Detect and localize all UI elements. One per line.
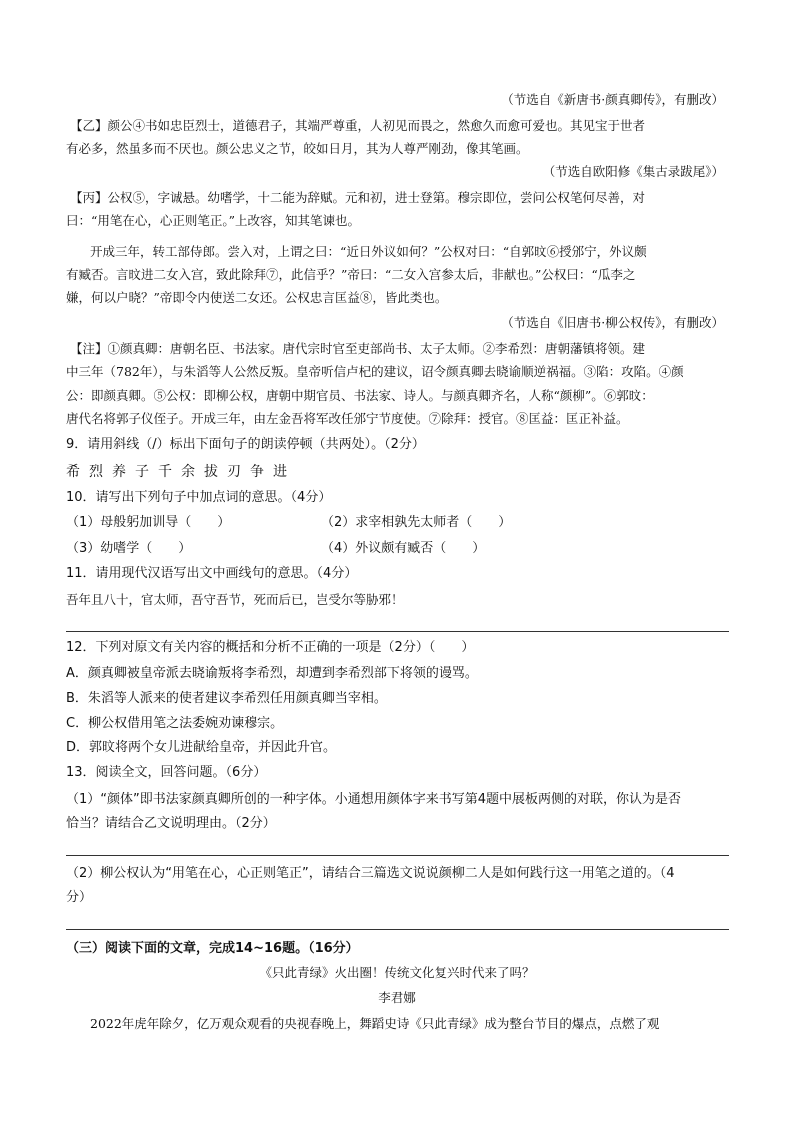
passage-bing-line: 嫌，何以户晓？”帝即令内使送二女还。公权忠言匡益⑧，皆此类也。: [66, 290, 448, 305]
question-10-item: （1）母般躬加训导（ ）: [66, 515, 231, 530]
notes-line: 【注】①颜真卿：唐朝名臣、书法家。唐代宗时官至吏部尚书、太子太师。②李希烈：唐朝藩镇将领。建: [70, 341, 646, 356]
question-13-sub1: （1）“颜体”即书法家颜真卿所创的一种字体。小通想用颜体字来书写第4题中展板两侧的对联，你认为是否: [66, 792, 682, 807]
question-9-prompt: 9．请用斜线（/）标出下面句子的朗读停顿（共两处）。（2分）: [66, 437, 425, 452]
notes-line: 中三年（782年），与朱滔等人公然反叛。皇帝听信卢杞的建议，诏令颜真卿去晓谕顺逆祸福。③陷：攻陷。④颜: [66, 364, 684, 379]
question-10-item: （3）幼嗜学（ ）: [66, 541, 192, 556]
question-13-prompt: 13．阅读全文，回答问题。（6分）: [66, 765, 267, 780]
question-12-option-d: D．郭旼将两个女儿进献给皇帝，并因此升官。: [66, 740, 337, 755]
answer-line: [66, 631, 729, 632]
article-first-line: 2022年虎年除夕，亿万观众观看的央视春晚上，舞蹈史诗《只此青绿》成为整台节目的爆点，点燃了观: [90, 1016, 660, 1031]
notes-line: 公：即颜真卿。⑤公权：即柳公权，唐朝中期官员、书法家、诗人。与颜真卿齐名，人称“颜柳”。⑥郭旼：: [66, 388, 654, 403]
question-12-option-b: B．朱滔等人派来的使者建议李希烈任用颜真卿当宰相。: [66, 691, 387, 706]
question-11-sentence: 吾年且八十，官太师，吾守吾节，死而后已，岂受尔等胁邪！: [66, 592, 404, 607]
section-3-heading: （三）阅读下面的文章，完成14~16题。（16分）: [66, 941, 359, 956]
question-9-sentence: 希烈养子千余拔刃争进: [66, 464, 296, 480]
question-10-item: （4）外议颇有臧否（ ）: [321, 541, 486, 556]
passage-yi-line: 有必多，然虽多而不厌也。颜公忠义之节，皎如日月，其为人尊严刚劲，像其笔画。: [66, 141, 529, 156]
passage-yi-line: 【乙】颜公④书如忠臣烈士，道德君子，其端严尊重，人初见而畏之，然愈久而愈可爱也。其见宝于世者: [70, 118, 646, 133]
source-ouyang: （节选自欧阳修《集古录跋尾》）: [542, 164, 724, 179]
question-10-prompt: 10．请写出下列句子中加点词的意思。（4分）: [66, 490, 332, 505]
article-title: 《只此青绿》火出圈！传统文化复兴时代来了吗？: [259, 965, 535, 980]
question-11-prompt: 11．请用现代汉语写出文中画线句的意思。（4分）: [66, 566, 358, 581]
passage-bing-line: 曰：“用笔在心，心正则笔正。”上改容，知其笔谏也。: [66, 213, 361, 228]
question-13-sub1: 恰当？请结合乙文说明理由。（2分）: [66, 816, 276, 831]
question-12-option-a: A．颜真卿被皇帝派去晓谕叛将李希烈，却遭到李希烈部下将领的谩骂。: [66, 666, 478, 681]
passage-bing-line: 开成三年，转工部侍郎。尝入对，上谓之曰：“近日外议如何？”公权对曰：“自郭旼⑥授邠宁，外议颇: [90, 244, 647, 259]
question-13-sub2: （2）柳公权认为“用笔在心，心正则笔正”，请结合三篇选文说说颜柳二人是如何践行这一用笔之道的。（4: [66, 866, 675, 881]
answer-line: [66, 929, 729, 930]
question-13-sub2: 分）: [66, 890, 93, 905]
question-12-option-c: C．柳公权借用笔之法委婉劝谏穆宗。: [66, 716, 284, 731]
notes-line: 唐代名将郭子仪侄子。开成三年，由左金吾将军改任邠宁节度使。⑦除拜：授官。⑧匡益：匡正补益。: [66, 411, 629, 426]
source-new-tang: （节选自《新唐书·颜真卿传》，有删改）: [501, 92, 724, 107]
passage-bing-line: 【丙】公权⑤，字诚悬。幼嗜学，十二能为辞赋。元和初，进士登第。穆宗即位，尝问公权笔何尽善，对: [70, 190, 646, 205]
source-old-tang: （节选自《旧唐书·柳公权传》，有删改）: [501, 315, 724, 330]
answer-line: [66, 855, 729, 856]
question-12-prompt: 12．下列对原文有关内容的概括和分析不正确的一项是（2分）（ ）: [66, 640, 475, 655]
passage-bing-line: 有臧否。言旼进二女入宫，致此除拜⑦，此信乎？”帝曰：“二女入宫参太后，非献也。”公权曰：“瓜李之: [66, 267, 636, 282]
question-10-item: （2）求宰相孰先太师者（ ）: [321, 515, 512, 530]
article-author: 李君娜: [378, 990, 416, 1005]
